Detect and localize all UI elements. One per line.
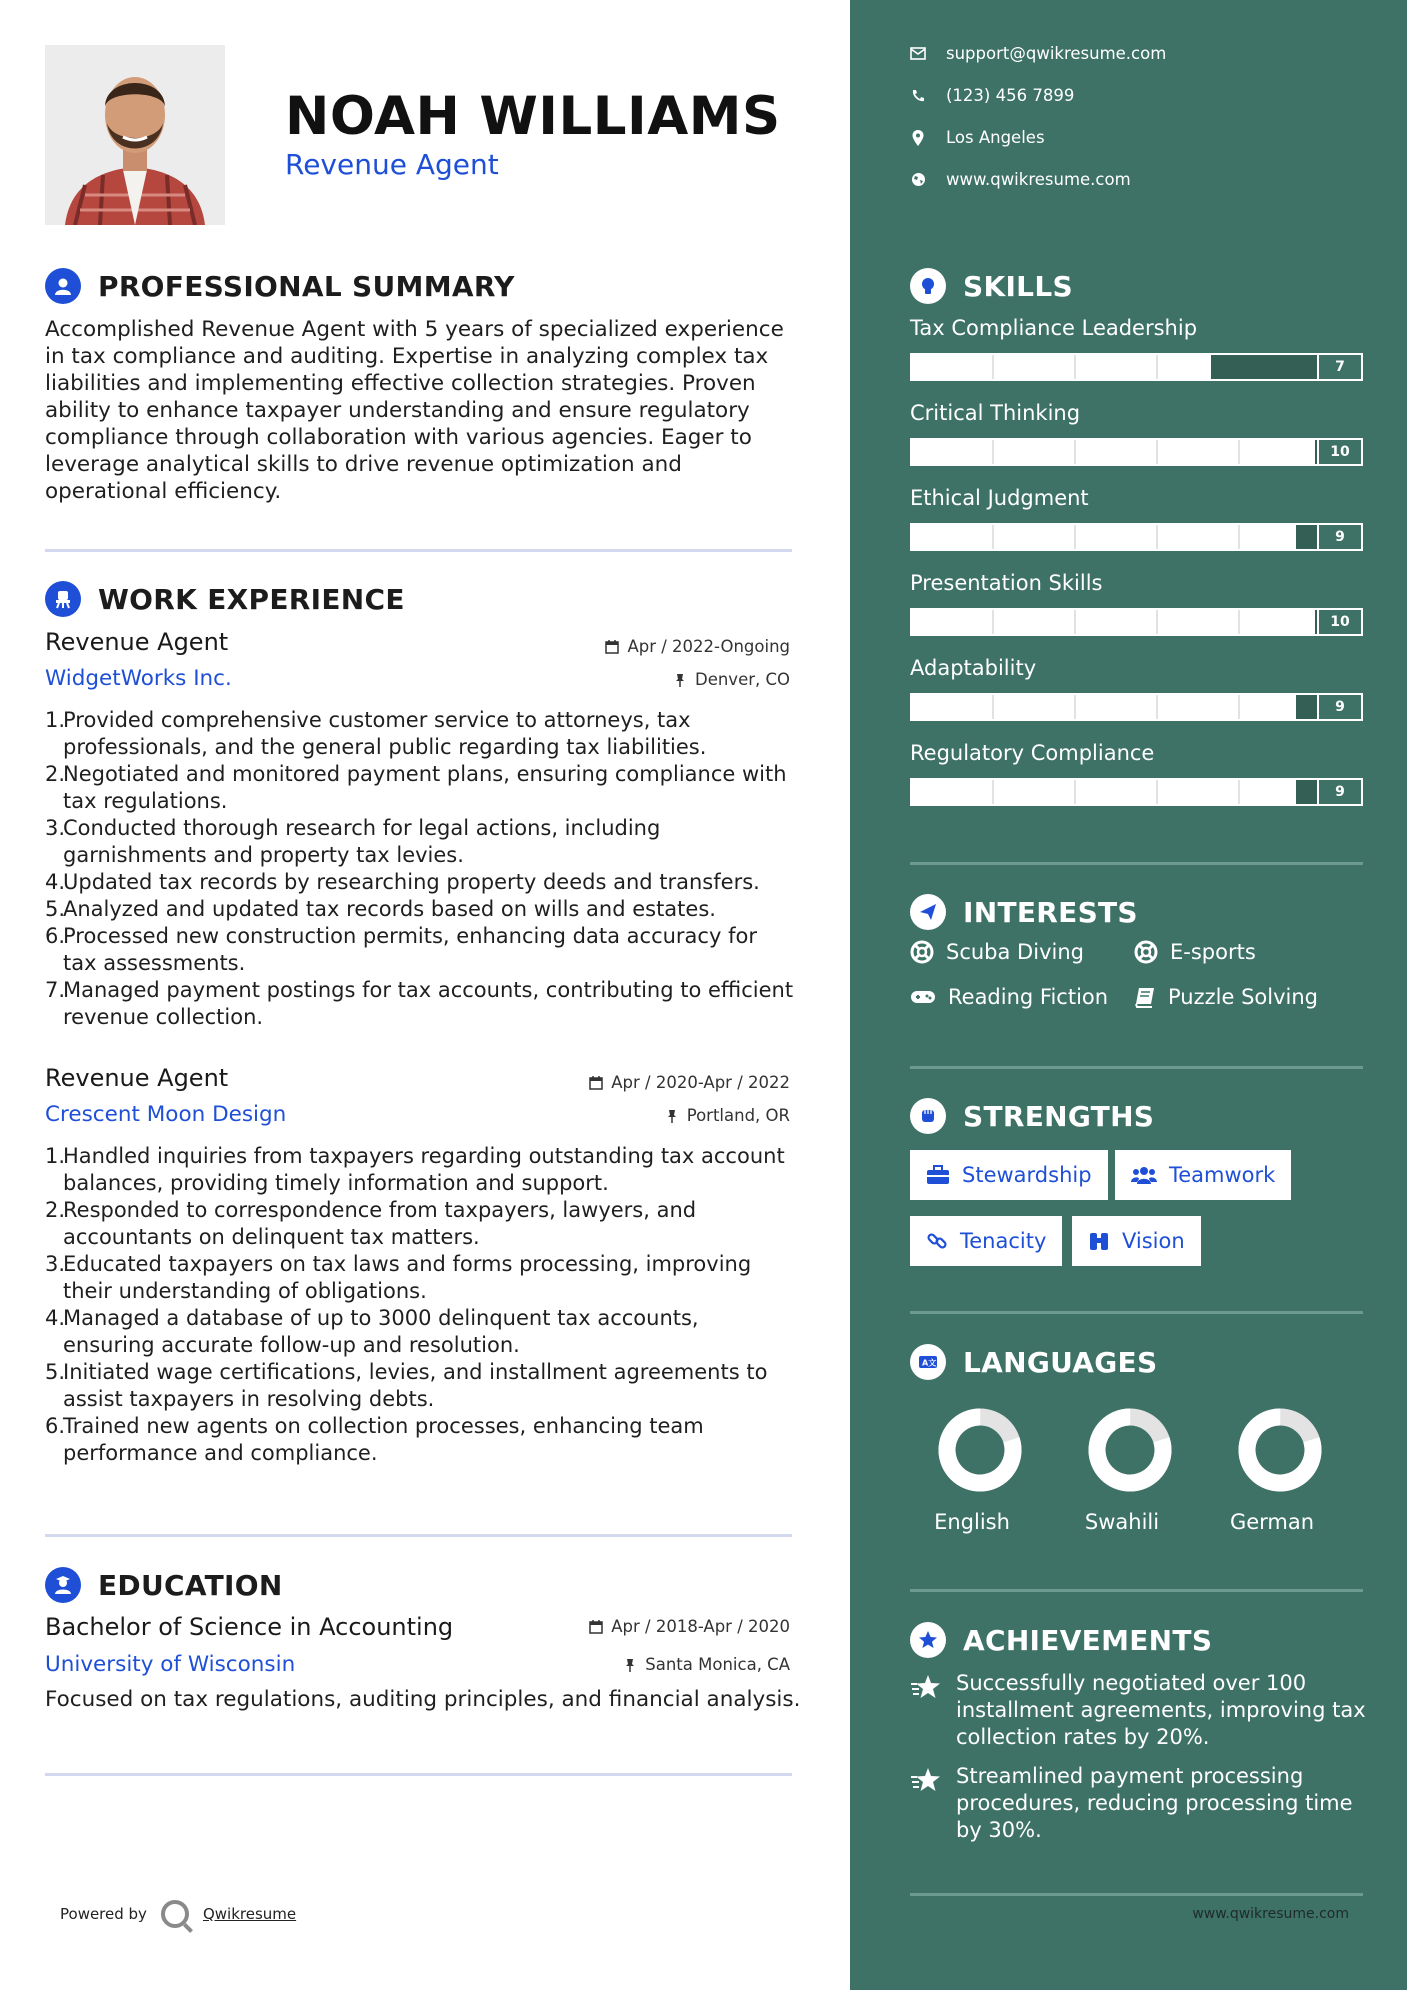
job-title: Revenue Agent (45, 1064, 229, 1092)
list-item: 1. Handled inquiries from taxpayers regarding outstanding tax account balances, providing timely information and support. (45, 1144, 785, 1195)
summary-title: PROFESSIONAL SUMMARY (98, 269, 515, 303)
interest-label: Reading Fiction (948, 985, 1109, 1009)
phone-icon (910, 88, 926, 104)
strengths-title: STRENGTHS (963, 1099, 1155, 1133)
contact-location-text: Los Angeles (946, 128, 1045, 147)
powered-by-label: Powered by (60, 1905, 147, 1923)
job-date-text: Apr / 2020-Apr / 2022 (611, 1073, 790, 1092)
pin-icon (623, 1658, 637, 1672)
list-item: 4. Updated tax records by researching property deeds and transfers. (45, 870, 760, 894)
chair-icon (45, 581, 81, 617)
language-item (1075, 1405, 1185, 1499)
language-donut (935, 1405, 1025, 1495)
job-title: Revenue Agent (45, 628, 229, 656)
skill-bar (910, 523, 1363, 551)
svg-text:A文: A文 (922, 1358, 937, 1368)
skill-bar (910, 353, 1363, 381)
skills-title: SKILLS (963, 269, 1073, 303)
job-date (605, 637, 790, 656)
school-name: University of Wisconsin (45, 1652, 296, 1677)
contact-phone-text: (123) 456 7899 (946, 86, 1075, 105)
list-item: 3. Conducted thorough research for legal actions, including garnishments and property tax levies. (45, 816, 661, 867)
graduate-icon (45, 1567, 81, 1603)
contact-phone[interactable] (910, 86, 1074, 105)
list-item: 6. Trained new agents on collection processes, enhancing team performance and compliance. (45, 1414, 704, 1465)
job-company: WidgetWorks Inc. (45, 666, 232, 691)
education-title: EDUCATION (98, 1568, 283, 1602)
footer-website[interactable]: www.qwikresume.com (1192, 1906, 1349, 1922)
skill-value: 9 (1317, 695, 1361, 719)
translate-icon (910, 1344, 946, 1380)
education-location (623, 1655, 790, 1674)
paper-plane-icon (910, 894, 946, 930)
summary-text: Accomplished Revenue Agent with 5 years of specialized experience in tax compliance and auditing. Expertise in analyzing complex tax liabilities and implementing effective collection strategies. Proven ability to enhance taxpayer understanding and ensure regulatory compliance through collaboration with various agencies. Eager to leverage analytical skills to drive revenue optimization and operational efficiency. (45, 317, 784, 504)
sidebar (850, 0, 1407, 1990)
strengths-heading (910, 1098, 1154, 1134)
language-item (1225, 1405, 1335, 1499)
language-name: English (934, 1510, 1010, 1534)
pin-icon (673, 673, 687, 687)
section-divider (910, 1311, 1363, 1314)
interest-label: Puzzle Solving (1168, 985, 1318, 1009)
skill-bar (910, 778, 1363, 806)
job-location (673, 670, 790, 689)
contact-website-text: www.qwikresume.com (946, 170, 1131, 189)
strength-badge (1072, 1216, 1201, 1266)
contact-location (910, 128, 1045, 147)
degree-title: Bachelor of Science in Accounting (45, 1613, 454, 1641)
qwikresume-logo-icon (161, 1900, 189, 1928)
strength-label: Tenacity (960, 1229, 1047, 1253)
calendar-icon (589, 1620, 603, 1634)
skill-value: 7 (1317, 355, 1361, 379)
pin-icon (665, 1109, 679, 1123)
skill-value: 9 (1317, 780, 1361, 804)
list-item: 2. Negotiated and monitored payment plans, ensuring compliance with tax regulations. (45, 762, 787, 813)
interest-label: E-sports (1170, 940, 1256, 964)
skill-fill (912, 780, 1296, 804)
list-item: 2. Responded to correspondence from taxpayers, lawyers, and accountants on delinquent tax matters. (45, 1198, 697, 1249)
languages-heading (910, 1344, 1157, 1380)
skill-fill (912, 695, 1296, 719)
list-item: 6. Processed new construction permits, enhancing data accuracy for tax assessments. (45, 924, 757, 975)
skill-value: 10 (1317, 610, 1361, 634)
job-duties-list (45, 707, 795, 1031)
interest-item (910, 940, 1084, 964)
list-item: 4. Managed a database of up to 3000 delinquent tax accounts, ensuring accurate follow-up and resolution. (45, 1306, 699, 1357)
link-icon (926, 1230, 948, 1252)
interests-heading (910, 894, 1138, 930)
achievement-item (910, 1670, 1370, 1751)
job-location-text: Portland, OR (686, 1106, 790, 1125)
job-company: Crescent Moon Design (45, 1102, 287, 1127)
calendar-icon (589, 1076, 603, 1090)
list-item: 7. Managed payment postings for tax accounts, contributing to efficient revenue collection. (45, 978, 794, 1029)
skill-name: Tax Compliance Leadership (910, 316, 1198, 340)
list-item: 3. Educated taxpayers on tax laws and forms processing, improving their understanding of obligations. (45, 1252, 752, 1303)
section-divider (45, 1773, 792, 1776)
skill-value: 9 (1317, 525, 1361, 549)
skill-bar (910, 693, 1363, 721)
strength-badge (910, 1216, 1062, 1266)
achievement-text: Successfully negotiated over 100 installment agreements, improving tax collection rates by 20%. (956, 1671, 1366, 1749)
star-icon (910, 1763, 942, 1844)
book-icon (1134, 986, 1156, 1008)
profile-photo (45, 45, 225, 225)
map-marker-icon (910, 130, 926, 146)
users-icon (1131, 1165, 1157, 1185)
job-location (665, 1106, 790, 1125)
education-location-text: Santa Monica, CA (645, 1655, 790, 1674)
skill-name: Ethical Judgment (910, 486, 1089, 510)
candidate-name: NOAH WILLIAMS (285, 86, 781, 147)
calendar-icon (605, 640, 619, 654)
skill-name: Regulatory Compliance (910, 741, 1155, 765)
lifebuoy-icon (910, 940, 934, 964)
star-badge-icon (910, 1622, 946, 1658)
globe-icon (910, 172, 926, 188)
interest-item (910, 985, 1108, 1009)
powered-by (60, 1900, 296, 1928)
experience-title: WORK EXPERIENCE (98, 582, 405, 616)
strength-badge (1115, 1150, 1291, 1200)
star-icon (910, 1670, 942, 1751)
skill-fill (912, 525, 1296, 549)
interest-item (1134, 940, 1256, 964)
language-name: German (1229, 1510, 1315, 1534)
interests-title: INTERESTS (963, 895, 1138, 929)
list-item: 5. Initiated wage certifications, levies, and installment agreements to assist taxpayers in resolving debts. (45, 1360, 768, 1411)
list-item: 5. Analyzed and updated tax records based on wills and estates. (45, 897, 716, 921)
briefcase-icon (926, 1165, 950, 1185)
skill-name: Adaptability (910, 656, 1037, 680)
fist-icon (910, 1098, 946, 1134)
job-duties-list (45, 1143, 795, 1467)
strength-label: Teamwork (1169, 1163, 1276, 1187)
job-date-text: Apr / 2022-Ongoing (627, 637, 790, 656)
strength-badge (910, 1150, 1108, 1200)
achievement-item (910, 1763, 1370, 1844)
gamepad-icon (910, 987, 936, 1007)
skill-bar (910, 608, 1363, 636)
brand-link[interactable]: Qwikresume (202, 1905, 297, 1923)
skill-fill (912, 440, 1315, 464)
interest-label: Scuba Diving (946, 940, 1084, 964)
education-date (589, 1617, 790, 1636)
skill-name: Critical Thinking (910, 401, 1081, 425)
strength-label: Vision (1122, 1229, 1185, 1253)
language-donut (1085, 1405, 1175, 1495)
job-location-text: Denver, CO (694, 670, 790, 689)
contact-website[interactable] (910, 170, 1131, 189)
skill-name: Presentation Skills (910, 571, 1103, 595)
experience-heading (45, 581, 405, 617)
section-divider (45, 1534, 792, 1537)
skill-value: 10 (1317, 440, 1361, 464)
list-item: 1. Provided comprehensive customer service to attorneys, tax professionals, and the general public regarding tax liabilities. (45, 708, 707, 759)
candidate-role: Revenue Agent (285, 148, 499, 181)
envelope-icon (910, 46, 926, 62)
language-item (925, 1405, 1035, 1499)
achievement-text: Streamlined payment processing procedures, reducing processing time by 30%. (956, 1764, 1353, 1842)
skill-fill (912, 610, 1315, 634)
section-divider (45, 549, 792, 552)
contact-email[interactable] (910, 44, 1166, 63)
user-icon (45, 268, 81, 304)
section-divider (910, 1589, 1363, 1592)
achievements-heading (910, 1622, 1212, 1658)
skill-fill (912, 355, 1211, 379)
education-date-text: Apr / 2018-Apr / 2020 (611, 1617, 790, 1636)
contact-email-text: support@qwikresume.com (946, 44, 1167, 63)
interest-item (1134, 985, 1318, 1009)
summary-heading (45, 268, 515, 304)
strength-label: Stewardship (962, 1163, 1092, 1187)
binoculars-icon (1088, 1230, 1110, 1252)
section-divider (910, 862, 1363, 865)
achievements-title: ACHIEVEMENTS (963, 1623, 1213, 1657)
skills-heading (910, 268, 1073, 304)
section-divider (910, 1893, 1363, 1896)
languages-title: LANGUAGES (963, 1345, 1158, 1379)
education-heading (45, 1567, 283, 1603)
language-name: Swahili (1084, 1510, 1160, 1534)
section-divider (910, 1066, 1363, 1069)
language-donut (1235, 1405, 1325, 1495)
job-date (589, 1073, 790, 1092)
education-description: Focused on tax regulations, auditing principles, and financial analysis. (45, 1687, 801, 1712)
lifebuoy-icon (1134, 940, 1158, 964)
skill-bar (910, 438, 1363, 466)
lightbulb-icon (910, 268, 946, 304)
